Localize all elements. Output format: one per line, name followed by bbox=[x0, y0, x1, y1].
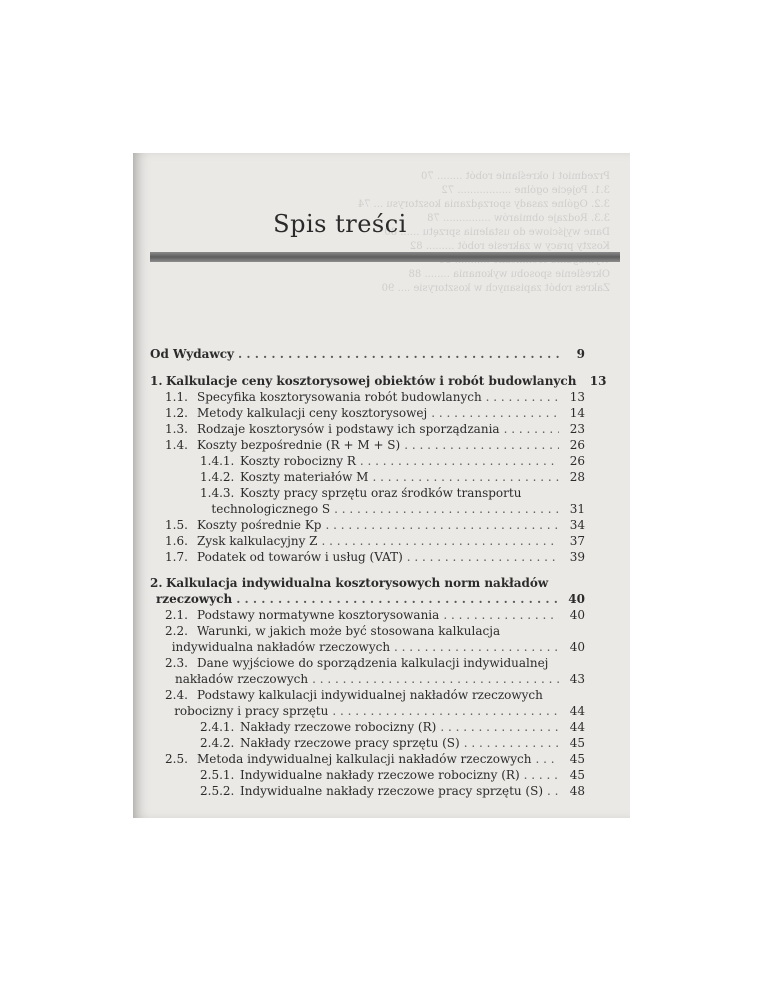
toc-page-number: 26 bbox=[569, 438, 585, 452]
dot-leader bbox=[431, 406, 559, 420]
toc-entry bbox=[165, 640, 585, 654]
toc-page-number: 40 bbox=[569, 608, 585, 622]
toc-title: Od Wydawcy bbox=[150, 347, 234, 361]
toc-entry bbox=[165, 406, 585, 420]
toc-title: Dane wyjściowe do sporządzenia kalkulacji indywidualnej bbox=[197, 656, 549, 670]
toc-entry bbox=[200, 720, 585, 734]
toc-entry bbox=[150, 576, 585, 590]
toc-title: Koszty materiałów M bbox=[240, 470, 369, 484]
toc-entry bbox=[165, 752, 585, 766]
dot-leader bbox=[312, 672, 559, 686]
dot-leader bbox=[372, 470, 559, 484]
toc-title: Kalkulacje ceny kosztorysowej obiektów i robót budowlanych bbox=[166, 374, 577, 388]
toc-title: Indywidualne nakłady rzeczowe pracy sprzętu (S) bbox=[240, 784, 544, 798]
dot-leader bbox=[238, 347, 559, 361]
toc-page-number: 34 bbox=[569, 518, 585, 532]
toc-title: Podstawy kalkulacji indywidualnej nakładów rzeczowych bbox=[197, 688, 543, 702]
toc-number: 2.5. bbox=[165, 752, 188, 766]
toc-title: Podstawy normatywne kosztorysowania bbox=[197, 608, 440, 622]
toc-title: Warunki, w jakich może być stosowana kalkulacja bbox=[197, 624, 501, 638]
toc-title: robocizny i pracy sprzętu bbox=[174, 704, 329, 718]
toc-number: 1.1. bbox=[165, 390, 188, 404]
dot-leader bbox=[360, 454, 559, 468]
toc-entry bbox=[165, 438, 585, 452]
dot-leader bbox=[504, 422, 559, 436]
toc-title: Kalkulacja indywidualna kosztorysowych norm nakładów bbox=[166, 576, 549, 590]
toc-entry bbox=[165, 656, 585, 670]
title-rule bbox=[150, 252, 620, 262]
toc-entry bbox=[200, 486, 585, 500]
toc-page-number: 9 bbox=[576, 347, 585, 361]
toc-page-number: 44 bbox=[569, 704, 585, 718]
toc-entry bbox=[165, 624, 585, 638]
toc-number: 2. bbox=[150, 576, 163, 590]
bleed-through-text: Przedmiot i określanie robót ........ 70 3.1. Pojęcie ogólne ................. 72 3.2. Ogólne zasady sporządzania kosztorysu ... 74 3.3. Rodzaje obmiarów ............... 78 Dane wyjściowe do ustalenia sprzętu ...... 80 Koszty pracy w zakresie robót ......... 82 Określenie sposobu wykonania ........ 88 Zakres robót zapisanych w kosztorysie .... 90 bbox=[357, 171, 610, 294]
toc-page-number: 37 bbox=[569, 534, 585, 548]
page-title: Spis treści bbox=[273, 210, 407, 238]
toc-number: 1.4.2. bbox=[200, 470, 235, 484]
dot-leader bbox=[486, 390, 559, 404]
toc-number: 1.5. bbox=[165, 518, 188, 532]
toc-title: Koszty pracy sprzętu oraz środków transportu bbox=[240, 486, 522, 500]
toc-entry bbox=[165, 390, 585, 404]
dot-leader bbox=[464, 736, 559, 750]
toc-title: Metoda indywidualnej kalkulacji nakładów rzeczowych bbox=[197, 752, 532, 766]
toc-entry bbox=[165, 608, 585, 622]
toc-entry bbox=[200, 736, 585, 750]
toc-number: 1.4.3. bbox=[200, 486, 235, 500]
toc-page-number: 40 bbox=[569, 640, 585, 654]
toc-number: 2.2. bbox=[165, 624, 188, 638]
toc-entry bbox=[200, 502, 585, 516]
toc-page-number: 31 bbox=[569, 502, 585, 516]
toc-title: Specyfika kosztorysowania robót budowlanych bbox=[197, 390, 482, 404]
toc-page-number: 45 bbox=[569, 736, 585, 750]
toc-number: 2.5.1. bbox=[200, 768, 235, 782]
toc-number: 2.3. bbox=[165, 656, 188, 670]
dot-leader bbox=[443, 608, 559, 622]
toc-number: 2.4. bbox=[165, 688, 188, 702]
toc-title: Rodzaje kosztorysów i podstawy ich sporządzania bbox=[197, 422, 500, 436]
toc-title: Zysk kalkulacyjny Z bbox=[197, 534, 318, 548]
dot-leader bbox=[236, 592, 559, 606]
toc-entry bbox=[200, 454, 585, 468]
toc-entry bbox=[165, 518, 585, 532]
toc-page-number: 13 bbox=[569, 390, 585, 404]
toc-entry bbox=[200, 470, 585, 484]
toc-entry bbox=[200, 768, 585, 782]
toc-title: technologicznego S bbox=[211, 502, 331, 516]
dot-leader bbox=[524, 768, 559, 782]
toc-number: 2.4.2. bbox=[200, 736, 235, 750]
toc-entry bbox=[165, 534, 585, 548]
toc-entry bbox=[165, 704, 585, 718]
toc-number: 2.1. bbox=[165, 608, 188, 622]
toc-entry bbox=[200, 784, 585, 798]
toc-page-number: 23 bbox=[569, 422, 585, 436]
toc-title: Koszty bezpośrednie (R + M + S) bbox=[197, 438, 401, 452]
toc-page-number: 45 bbox=[569, 768, 585, 782]
toc-page-number: 14 bbox=[569, 406, 585, 420]
toc-title: nakładów rzeczowych bbox=[175, 672, 309, 686]
toc-number: 1.7. bbox=[165, 550, 188, 564]
toc-entry bbox=[165, 688, 585, 702]
toc-number: 1. bbox=[150, 374, 163, 388]
toc-page-number: 39 bbox=[569, 550, 585, 564]
dot-leader bbox=[547, 784, 559, 798]
toc-number: 1.4. bbox=[165, 438, 188, 452]
toc-page-number: 40 bbox=[568, 592, 585, 606]
toc-title: Podatek od towarów i usług (VAT) bbox=[197, 550, 403, 564]
toc-number: 1.6. bbox=[165, 534, 188, 548]
toc-page-number: 28 bbox=[569, 470, 585, 484]
toc-title: Koszty robocizny R bbox=[240, 454, 356, 468]
toc-entry bbox=[165, 672, 585, 686]
toc-entry bbox=[165, 550, 585, 564]
dot-leader bbox=[407, 550, 559, 564]
toc-title: Metody kalkulacji ceny kosztorysowej bbox=[197, 406, 428, 420]
dot-leader bbox=[325, 518, 559, 532]
dot-leader bbox=[404, 438, 559, 452]
dot-leader bbox=[440, 720, 559, 734]
toc-title: Indywidualne nakłady rzeczowe robocizny (R) bbox=[240, 768, 520, 782]
toc-entry bbox=[150, 374, 607, 388]
dot-leader bbox=[535, 752, 559, 766]
toc-number: 1.3. bbox=[165, 422, 188, 436]
toc-title: indywidualna nakładów rzeczowych bbox=[171, 640, 391, 654]
toc-entry bbox=[165, 422, 585, 436]
toc-page-number: 44 bbox=[569, 720, 585, 734]
dot-leader bbox=[332, 704, 559, 718]
toc-page-number: 43 bbox=[569, 672, 585, 686]
toc-title: Nakłady rzeczowe pracy sprzętu (S) bbox=[240, 736, 460, 750]
toc-number: 2.5.2. bbox=[200, 784, 235, 798]
dot-leader bbox=[394, 640, 559, 654]
toc-page-number: 48 bbox=[569, 784, 585, 798]
toc-page-number: 26 bbox=[569, 454, 585, 468]
toc-title: rzeczowych bbox=[155, 592, 233, 606]
toc-title: Koszty pośrednie Kp bbox=[197, 518, 322, 532]
toc-entry bbox=[150, 592, 585, 606]
toc-page-number: 13 bbox=[589, 374, 607, 388]
toc-number: 1.2. bbox=[165, 406, 188, 420]
toc-number: 2.4.1. bbox=[200, 720, 235, 734]
toc-number: 1.4.1. bbox=[200, 454, 235, 468]
dot-leader bbox=[322, 534, 560, 548]
toc-entry bbox=[150, 347, 585, 361]
dot-leader bbox=[334, 502, 559, 516]
toc-page-number: 45 bbox=[569, 752, 585, 766]
toc-title: Nakłady rzeczowe robocizny (R) bbox=[240, 720, 437, 734]
